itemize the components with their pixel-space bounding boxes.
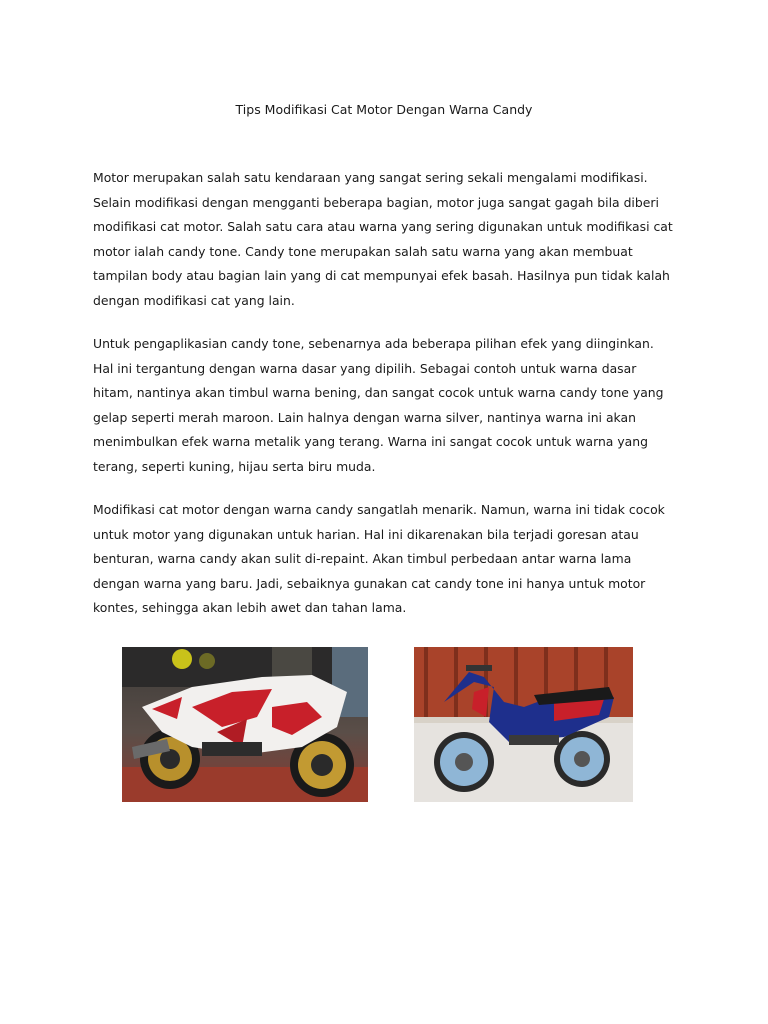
paragraph-3: Modifikasi cat motor dengan warna candy sangatlah menarik. Namun, warna ini tidak cocok untuk motor yang digunakan untuk harian. Hal ini dikarenakan bila terjadi goresan atau benturan, warna candy akan sulit di-repaint. Akan timbul perbedaan antar warna lama dengan warna yang baru. Jadi, sebaiknya gunakan cat candy tone ini hanya untuk motor kontes, sehingga akan lebih awet dan tahan lama. <box>93 502 665 616</box>
sport-bike-photo <box>122 647 368 802</box>
page-title: Tips Modifikasi Cat Motor Dengan Warna Candy <box>235 102 533 117</box>
paragraph-1: Motor merupakan salah satu kendaraan yang sangat sering sekali mengalami modifikasi. Selain modifikasi dengan mengganti beberapa bagian, motor juga sangat gagah bila diberi modifikasi cat motor. Salah satu cara atau warna yang sering digunakan untuk modifikasi cat motor ialah candy tone. Candy tone merupakan salah satu warna yang akan membuat tampilan body atau bagian lain yang di cat mempunyai efek basah. Hasilnya pun tidak kalah dengan modifikasi cat yang lain. <box>93 170 673 308</box>
underbone-bike-photo <box>414 647 633 802</box>
paragraph-2: Untuk pengaplikasian candy tone, sebenarnya ada beberapa pilihan efek yang diinginkan. Hal ini tergantung dengan warna dasar yang dipilih. Sebagai contoh untuk warna dasar hitam, nantinya akan timbul warna bening, dan sangat cocok untuk warna candy tone yang gelap seperti merah maroon. Lain halnya dengan warna silver, nantinya warna ini akan menimbulkan efek warna metalik yang terang. Warna ini sangat cocok untuk warna yang terang, seperti kuning, hijau serta biru muda. <box>93 336 664 474</box>
